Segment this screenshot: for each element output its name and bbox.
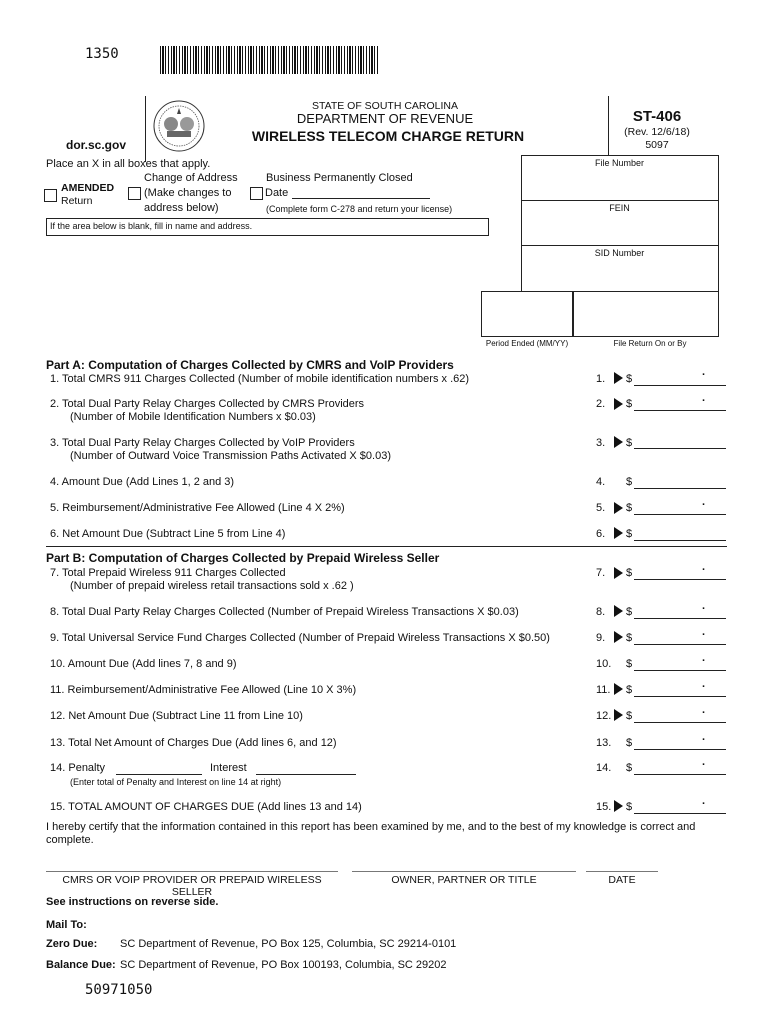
file-number-label: File Number <box>594 158 644 168</box>
line-text: Net Amount Due (Subtract Line 11 from Line 10) <box>68 710 303 722</box>
line-14 <box>50 762 105 774</box>
line-3 <box>50 437 355 449</box>
balance-due-label: Balance Due: <box>46 959 116 971</box>
line-text: Reimbursement/Administrative Fee Allowed (Line 4 X 2%) <box>62 502 345 514</box>
file-return-field[interactable] <box>572 291 719 337</box>
line-number: 7. <box>50 567 60 579</box>
line-3-sub: (Number of Outward Voice Transmission Paths Activated X $0.03) <box>70 450 391 462</box>
arrow-icon <box>614 436 623 448</box>
line-9-amount[interactable] <box>634 644 726 645</box>
line-2-sub: (Number of Mobile Identification Numbers x $0.03) <box>70 411 316 423</box>
line-text: Total CMRS 911 Charges Collected (Number of mobile identification numbers x .62) <box>62 373 470 385</box>
line-5 <box>50 502 345 514</box>
dollar-sign: $ <box>626 398 633 410</box>
line-10 <box>50 658 237 670</box>
line-11-amount[interactable] <box>634 696 726 697</box>
line-2-amount[interactable] <box>634 410 726 411</box>
line-number: 2. <box>50 398 60 410</box>
decimal-point: . <box>702 600 706 612</box>
fein-label: FEIN <box>609 203 630 213</box>
zero-due-label: Zero Due: <box>46 938 98 950</box>
line-12 <box>50 710 303 722</box>
address-line3: address below) <box>144 202 219 214</box>
line-text: Total Prepaid Wireless 911 Charges Collected <box>62 567 286 579</box>
line-6-amount[interactable] <box>634 540 726 541</box>
dollar-sign: $ <box>626 502 633 514</box>
arrow-icon <box>614 372 623 384</box>
change-address-checkbox[interactable] <box>128 187 141 200</box>
decimal-point: . <box>702 561 706 573</box>
part-divider <box>46 546 727 547</box>
decimal-point: . <box>702 366 706 378</box>
zero-due-address: SC Department of Revenue, PO Box 125, Columbia, SC 29214-0101 <box>120 938 457 950</box>
header-divider-left <box>145 96 146 162</box>
decimal-point: . <box>702 652 706 664</box>
closed-note: (Complete form C-278 and return your license) <box>266 204 453 214</box>
line-ref: 11. <box>596 684 611 696</box>
line-5-amount[interactable] <box>634 514 726 515</box>
fein-divider <box>521 200 718 201</box>
period-ended-field[interactable] <box>481 291 574 337</box>
line-number: 11. <box>50 684 65 696</box>
form-number: 5097 <box>645 139 669 151</box>
header-divider-right <box>608 96 609 156</box>
dollar-sign: $ <box>626 762 633 774</box>
amended-sub: Return <box>61 195 93 207</box>
decimal-point: . <box>702 731 706 743</box>
line-ref: 13. <box>596 737 612 749</box>
provider-label: CMRS OR VOIP PROVIDER OR PREPAID WIRELESS SELLER <box>62 874 322 898</box>
line-text: Total Universal Service Fund Charges Collected (Number of Prepaid Wireless Transactions X $0.50) <box>62 632 550 644</box>
line-text: Total Dual Party Relay Charges Collected by VoIP Providers <box>62 437 355 449</box>
website: dor.sc.gov <box>66 138 127 152</box>
line-14-amount[interactable] <box>634 774 726 775</box>
line-ref: 2. <box>596 398 606 410</box>
line-text: Penalty <box>68 762 106 774</box>
revision: (Rev. 12/6/18) <box>624 126 690 138</box>
closed-checkbox[interactable] <box>250 187 263 200</box>
line-6 <box>50 528 285 540</box>
certification-text: I hereby certify that the information contained in this report has been examined by me, and to the best of my knowledge is correct and complete. <box>46 821 696 846</box>
file-return-label: File Return On or By <box>613 339 687 348</box>
dollar-sign: $ <box>626 801 633 813</box>
line-ref: 3. <box>596 437 606 449</box>
arrow-icon <box>614 502 623 514</box>
decimal-point: . <box>702 795 706 807</box>
line-number: 9. <box>50 632 60 644</box>
dollar-sign: $ <box>626 737 633 749</box>
dollar-sign: $ <box>626 567 633 579</box>
line-number: 12. <box>50 710 66 722</box>
form-code-top: 1350 <box>85 46 119 62</box>
blank-note: If the area below is blank, fill in name and address. <box>50 221 253 231</box>
line-13 <box>50 737 337 749</box>
arrow-icon <box>614 683 623 695</box>
line-ref: 1. <box>596 373 606 385</box>
arrow-icon <box>614 605 623 617</box>
line-ref: 9. <box>596 632 606 644</box>
arrow-icon <box>614 527 623 539</box>
balance-due-address: SC Department of Revenue, PO Box 100193, Columbia, SC 29202 <box>120 959 447 971</box>
line-4 <box>50 476 234 488</box>
line-1-amount[interactable] <box>634 385 726 386</box>
line-9 <box>50 632 550 644</box>
decimal-point: . <box>702 626 706 638</box>
file-number-field[interactable] <box>521 170 718 198</box>
dollar-sign: $ <box>626 710 633 722</box>
dollar-sign: $ <box>626 476 633 488</box>
decimal-point: . <box>702 756 706 768</box>
department-name: DEPARTMENT OF REVENUE <box>296 111 474 126</box>
dollar-sign: $ <box>626 632 633 644</box>
line-3-amount[interactable] <box>634 448 726 449</box>
line-7 <box>50 567 286 579</box>
dollar-sign: $ <box>626 528 633 540</box>
line-8-amount[interactable] <box>634 618 726 619</box>
amended-checkbox[interactable] <box>44 189 57 202</box>
line-text: Amount Due (Add lines 7, 8 and 9) <box>67 658 237 670</box>
line-13-amount[interactable] <box>634 749 726 750</box>
line-ref: 4. <box>596 476 606 488</box>
line-ref: 15. <box>596 801 612 813</box>
state-name: STATE OF SOUTH CAROLINA <box>311 100 459 112</box>
line-number: 4. <box>50 476 60 488</box>
line-ref: 14. <box>596 762 612 774</box>
dollar-sign: $ <box>626 684 633 696</box>
date-label: DATE <box>608 874 636 886</box>
line-text: Reimbursement/Administrative Fee Allowed (Line 10 X 3%) <box>67 684 357 696</box>
line-number: 6. <box>50 528 60 540</box>
line-15-amount[interactable] <box>634 813 726 814</box>
fein-field[interactable] <box>521 215 718 243</box>
dollar-sign: $ <box>626 373 633 385</box>
state-seal-icon <box>153 100 205 152</box>
form-title: WIRELESS TELECOM CHARGE RETURN <box>251 128 525 144</box>
penalty-field[interactable] <box>116 774 202 775</box>
decimal-point: . <box>702 496 706 508</box>
line-ref: 12. <box>596 710 612 722</box>
closed-date-field[interactable] <box>292 198 430 199</box>
line-11 <box>50 684 356 696</box>
line-text: Total Dual Party Relay Charges Collected by CMRS Providers <box>62 398 365 410</box>
line-number: 10. <box>50 658 66 670</box>
line-number: 5. <box>50 502 60 514</box>
line-number: 8. <box>50 606 60 618</box>
instructions-note: See instructions on reverse side. <box>46 896 219 908</box>
closed-date-label: Date <box>265 187 289 199</box>
line-number: 1. <box>50 373 60 385</box>
mail-to-label: Mail To: <box>46 919 87 931</box>
arrow-icon <box>614 567 623 579</box>
line-ref: 8. <box>596 606 606 618</box>
instruction: Place an X in all boxes that apply. <box>46 158 211 170</box>
line-14-sub: (Enter total of Penalty and Interest on line 14 at right) <box>70 777 282 787</box>
line-12-amount[interactable] <box>634 722 726 723</box>
line-2 <box>50 398 364 410</box>
line-7-amount[interactable] <box>634 579 726 580</box>
part-b-title: Part B: Computation of Charges Collected by Prepaid Wireless Seller <box>46 551 440 565</box>
line-8 <box>50 606 519 618</box>
line-text: Total Net Amount of Charges Due (Add lines 6, and 12) <box>68 737 337 749</box>
arrow-icon <box>614 709 623 721</box>
line-text: Total Dual Party Relay Charges Collected (Number of Prepaid Wireless Transactions X $0.03) <box>62 606 519 618</box>
barcode <box>160 46 380 74</box>
sid-field[interactable] <box>521 260 718 288</box>
date-signature-line[interactable] <box>586 871 658 872</box>
line-1 <box>50 373 469 385</box>
owner-label: OWNER, PARTNER OR TITLE <box>391 874 537 886</box>
interest-label: Interest <box>210 762 247 774</box>
dollar-sign: $ <box>626 437 633 449</box>
part-a-title: Part A: Computation of Charges Collected by CMRS and VoIP Providers <box>46 358 454 372</box>
dollar-sign: $ <box>626 606 633 618</box>
address-box[interactable] <box>46 218 489 236</box>
line-7-sub: (Number of prepaid wireless retail transactions sold x .62 ) <box>70 580 354 592</box>
provider-signature-line[interactable] <box>46 871 338 872</box>
line-number: 13. <box>50 737 66 749</box>
line-text: Amount Due (Add Lines 1, 2 and 3) <box>61 476 235 488</box>
decimal-point: . <box>702 392 706 404</box>
owner-signature-line[interactable] <box>352 871 576 872</box>
decimal-point: . <box>702 678 706 690</box>
arrow-icon <box>614 800 623 812</box>
closed-label: Business Permanently Closed <box>266 172 413 184</box>
arrow-icon <box>614 631 623 643</box>
arrow-icon <box>614 398 623 410</box>
sid-label: SID Number <box>594 248 645 258</box>
form-id: ST-406 <box>632 108 682 125</box>
interest-field[interactable] <box>256 774 356 775</box>
line-number: 15. <box>50 801 66 813</box>
line-15 <box>50 801 362 813</box>
sid-divider <box>521 245 718 246</box>
address-line2: (Make changes to <box>144 187 232 199</box>
line-ref: 6. <box>596 528 606 540</box>
line-4-amount[interactable] <box>634 488 726 489</box>
line-text: Net Amount Due (Subtract Line 5 from Line 4) <box>62 528 286 540</box>
decimal-point: . <box>702 704 706 716</box>
line-ref: 7. <box>596 567 606 579</box>
line-ref: 5. <box>596 502 606 514</box>
line-ref: 10. <box>596 658 612 670</box>
form-code-bottom: 50971050 <box>85 982 153 998</box>
period-ended-label: Period Ended (MM/YY) <box>485 339 569 348</box>
amended-title: AMENDED <box>61 182 115 194</box>
line-10-amount[interactable] <box>634 670 726 671</box>
line-number: 14. <box>50 762 66 774</box>
line-text: TOTAL AMOUNT OF CHARGES DUE (Add lines 13 and 14) <box>68 801 362 813</box>
line-number: 3. <box>50 437 60 449</box>
address-line1: Change of Address <box>144 172 238 184</box>
dollar-sign: $ <box>626 658 633 670</box>
